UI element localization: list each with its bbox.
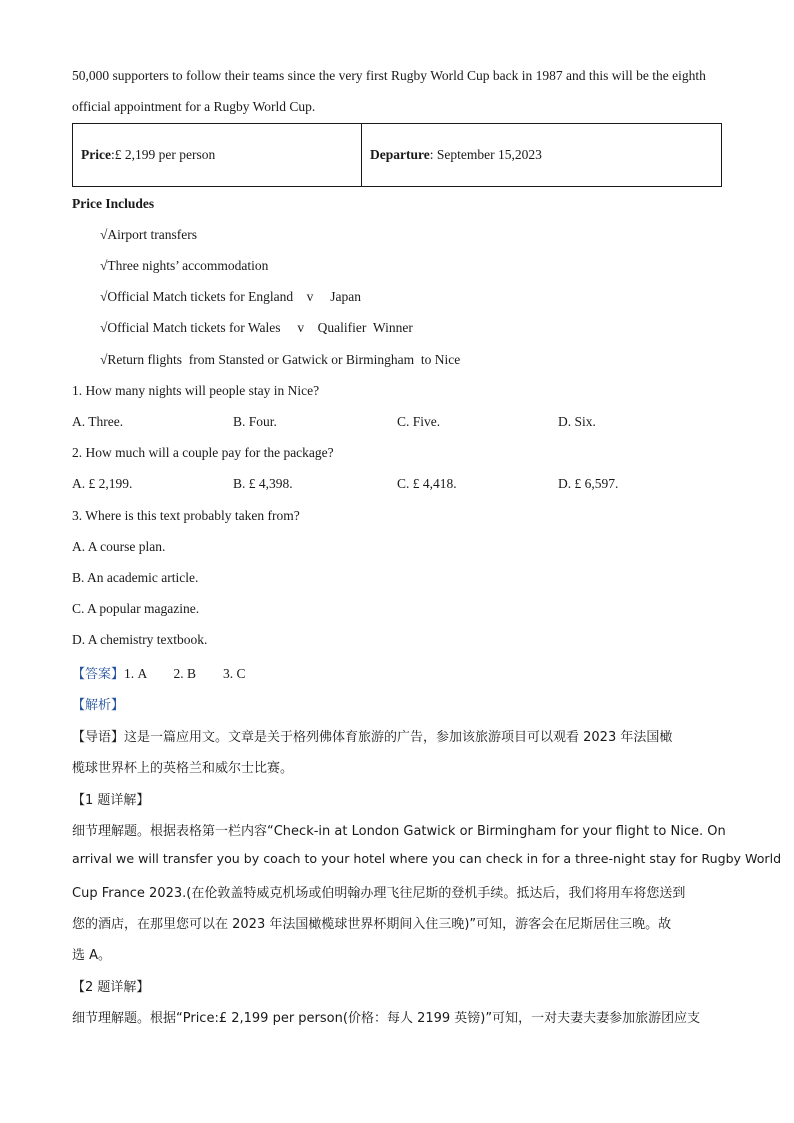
q1-detail-line-4: 您的酒店，在那里您可以在 2023 年法国橄榄球世界杯期间入住三晚)”可知，游客会在尼斯居住三晚。故 [72,917,672,932]
q2-option-d: D. £ 6,597. [558,476,619,491]
intro-line-1: 50,000 supporters to follow their teams since the very first Rugby World Cup back in 1987 and this will be the eighth [72,68,706,83]
q1-option-b: B. Four. [233,414,277,429]
include-item: √Airport transfers [100,227,198,242]
departure-value: : September 15,2023 [429,147,542,162]
intro-line-2: official appointment for a Rugby World Cup. [72,99,316,114]
include-item: √Three nights’ accommodation [100,258,269,273]
q3-option-a: A. A course plan. [72,539,166,554]
price-label: Price [81,147,111,162]
question-1-text: 1. How many nights will people stay in Nice? [72,383,320,398]
q2-detail-line-1: 细节理解题。根据“Price:£ 2,199 per person(价格：每人 2199 英镑)”可知，一对夫妻夫妻参加旅游团应支 [72,1011,701,1026]
q1-option-c: C. Five. [397,414,441,429]
q1-detail-line-2: arrival we will transfer you by coach to your hotel where you can check in for a three-night stay for Rugby World [72,851,782,866]
q1-option-a: A. Three. [72,414,124,429]
answer-label: 【答案】 [72,667,125,682]
departure-label: Departure [370,147,430,162]
price-cell [73,124,362,187]
q2-option-a: A. £ 2,199. [72,476,133,491]
q2-option-b: B. £ 4,398. [233,476,293,491]
departure-cell [362,124,722,187]
analysis-label: 【解析】 [72,698,125,713]
answer-values: 1. A 2. B 3. C [124,666,246,681]
include-item: √Official Match tickets for Wales v Qualifier Winner [100,320,413,335]
q1-option-d: D. Six. [558,414,596,429]
guide-line-1: 【导语】这是一篇应用文。文章是关于格列佛体育旅游的广告，参加该旅游项目可以观看 2023 年法国橄 [72,730,673,745]
q2-detail-heading: 【2 题详解】 [72,980,150,995]
price-value: :£ 2,199 per person [110,147,216,162]
q3-option-c: C. A popular magazine. [72,601,200,616]
q2-option-c: C. £ 4,418. [397,476,457,491]
q3-option-d: D. A chemistry textbook. [72,632,208,647]
q1-detail-line-3: Cup France 2023.(在伦敦盖特威克机场或伯明翰办理飞往尼斯的登机手续。抵达后，我们将用车将您送到 [72,886,686,901]
q1-detail-heading: 【1 题详解】 [72,793,150,808]
q1-detail-line-5: 选 A。 [72,948,112,963]
q1-detail-line-1: 细节理解题。根据表格第一栏内容“Check-in at London Gatwick or Birmingham for your flight to Nice. On [72,824,726,839]
guide-line-2: 榄球世界杯上的英格兰和威尔士比赛。 [72,761,294,776]
q3-option-b: B. An academic article. [72,570,199,585]
answer-line [72,663,246,682]
question-3-text: 3. Where is this text probably taken from? [72,508,300,523]
question-2-text: 2. How much will a couple pay for the package? [72,445,334,460]
price-departure-table [72,123,722,187]
include-item: √Official Match tickets for England v Japan [100,289,361,304]
include-item: √Return flights from Stansted or Gatwick or Birmingham to Nice [100,352,461,367]
price-includes-heading: Price Includes [72,196,155,211]
